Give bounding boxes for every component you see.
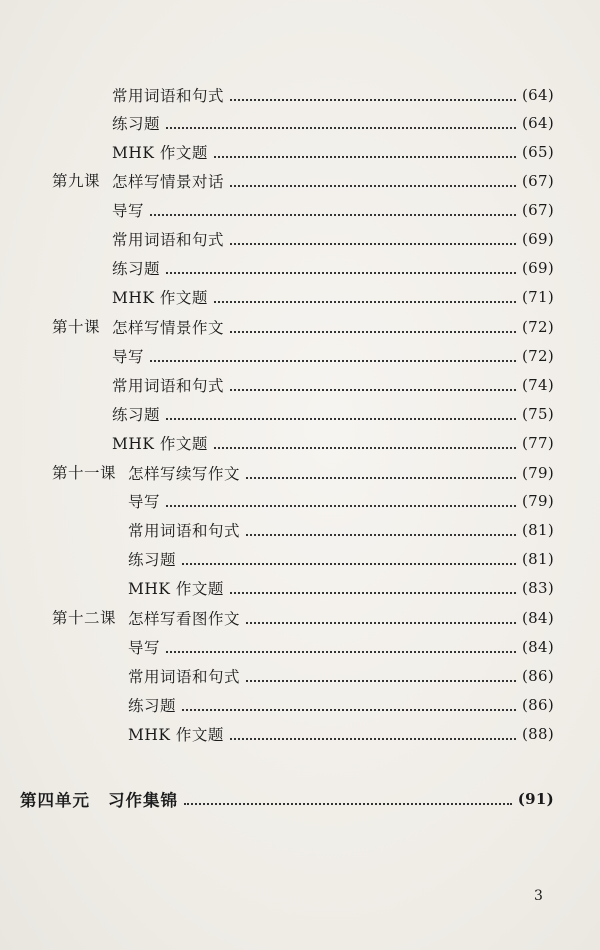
toc-entry[interactable]	[128, 488, 554, 514]
dot-leader	[230, 330, 516, 333]
toc-entry-title: 练习题	[128, 551, 177, 569]
toc-entry-title: MHK 作文题	[112, 435, 208, 453]
toc-page-number: (65)	[522, 143, 554, 161]
toc-page-number: (84)	[522, 638, 554, 656]
dot-leader	[184, 802, 512, 805]
toc-entry[interactable]	[128, 546, 554, 572]
toc-entry-title: 导写	[112, 202, 145, 220]
toc-entry-title: 常用词语和句式	[112, 87, 225, 105]
unit-label: 第四单元	[20, 791, 90, 810]
toc-unit-entry[interactable]	[20, 786, 554, 812]
toc-page-number: (67)	[522, 172, 554, 190]
lesson-label: 第十二课	[52, 609, 117, 627]
dot-leader	[182, 708, 516, 711]
toc-entry[interactable]	[112, 343, 554, 369]
toc-entry-title: 练习题	[112, 115, 161, 133]
toc-entry-title: 常用词语和句式	[128, 668, 241, 686]
lesson-label: 第九课	[52, 172, 101, 190]
dot-leader	[150, 359, 516, 362]
toc-entry[interactable]	[128, 575, 554, 601]
toc-entry[interactable]	[112, 314, 554, 340]
toc-entry[interactable]	[112, 401, 554, 427]
toc-entry-title: 怎样写看图作文	[128, 610, 241, 628]
toc-entry[interactable]	[112, 197, 554, 223]
toc-page-number: (81)	[522, 550, 554, 568]
toc-page-number: (64)	[522, 86, 554, 104]
toc-entry[interactable]	[112, 110, 554, 136]
toc-entry[interactable]	[112, 226, 554, 252]
toc-page-number: (86)	[522, 696, 554, 714]
dot-leader	[214, 300, 516, 303]
toc-page-number: (91)	[517, 790, 554, 808]
toc-page-number: (64)	[522, 114, 554, 132]
toc-entry[interactable]	[128, 634, 554, 660]
toc-entry-title: 导写	[128, 639, 161, 657]
toc-entry[interactable]	[112, 82, 554, 108]
toc-page-number: (67)	[522, 201, 554, 219]
dot-leader	[150, 213, 516, 216]
toc-entry[interactable]	[128, 663, 554, 689]
toc-entry-title: 练习题	[128, 697, 177, 715]
dot-leader	[230, 737, 516, 740]
toc-page-number: (88)	[522, 725, 554, 743]
dot-leader	[230, 591, 516, 594]
toc-page-number: (72)	[522, 347, 554, 365]
toc-entry-title: 常用词语和句式	[112, 231, 225, 249]
lesson-label: 第十一课	[52, 464, 117, 482]
toc-entry[interactable]	[128, 605, 554, 631]
toc-entry[interactable]	[112, 139, 554, 165]
dot-leader	[214, 155, 516, 158]
dot-leader	[214, 446, 516, 449]
toc-entry[interactable]	[112, 168, 554, 194]
lesson-label: 第十课	[52, 318, 101, 336]
toc-entry-title: MHK 作文题	[112, 144, 208, 162]
toc-entry-title: 常用词语和句式	[112, 377, 225, 395]
toc-entry[interactable]	[128, 721, 554, 747]
toc-entry-title: 练习题	[112, 260, 161, 278]
toc-page-number: (77)	[522, 434, 554, 452]
toc-entry-title: 怎样写情景对话	[112, 173, 225, 191]
toc-page-number: (86)	[522, 667, 554, 685]
toc-entry[interactable]	[128, 460, 554, 486]
dot-leader	[246, 533, 516, 536]
dot-leader	[166, 650, 516, 653]
toc-entry-title: MHK 作文题	[112, 289, 208, 307]
toc-page-number: (79)	[522, 492, 554, 510]
toc-page-number: (72)	[522, 318, 554, 336]
toc-page-number: (74)	[522, 376, 554, 394]
dot-leader	[246, 476, 516, 479]
unit-title: 习作集锦	[108, 791, 178, 810]
toc-page-number: (84)	[522, 609, 554, 627]
toc-entry-title: 导写	[112, 348, 145, 366]
toc-page-number: (81)	[522, 521, 554, 539]
toc-page-number: (75)	[522, 405, 554, 423]
toc-entry[interactable]	[112, 255, 554, 281]
dot-leader	[230, 184, 516, 187]
toc-entry-title: 常用词语和句式	[128, 522, 241, 540]
dot-leader	[166, 504, 516, 507]
dot-leader	[182, 562, 516, 565]
dot-leader	[230, 388, 516, 391]
toc-entry[interactable]	[128, 517, 554, 543]
toc-page-number: (69)	[522, 259, 554, 277]
dot-leader	[246, 679, 516, 682]
dot-leader	[166, 126, 516, 129]
dot-leader	[166, 417, 516, 420]
page-number: 3	[534, 888, 543, 904]
dot-leader	[246, 621, 516, 624]
toc-entry-title: 怎样写续写作文	[128, 465, 241, 483]
toc-entry[interactable]	[112, 430, 554, 456]
dot-leader	[166, 271, 516, 274]
toc-entry-title: 怎样写情景作文	[112, 319, 225, 337]
dot-leader	[230, 242, 516, 245]
toc-page-number: (83)	[522, 579, 554, 597]
toc-entry-title: MHK 作文题	[128, 580, 224, 598]
toc-entry[interactable]	[128, 692, 554, 718]
dot-leader	[230, 98, 516, 101]
toc-entry-title: 导写	[128, 493, 161, 511]
toc-entry-title: 练习题	[112, 406, 161, 424]
toc-page-number: (79)	[522, 464, 554, 482]
toc-entry-title: MHK 作文题	[128, 726, 224, 744]
toc-page-number: (71)	[522, 288, 554, 306]
toc-page-number: (69)	[522, 230, 554, 248]
toc-entry[interactable]	[112, 284, 554, 310]
toc-entry[interactable]	[112, 372, 554, 398]
